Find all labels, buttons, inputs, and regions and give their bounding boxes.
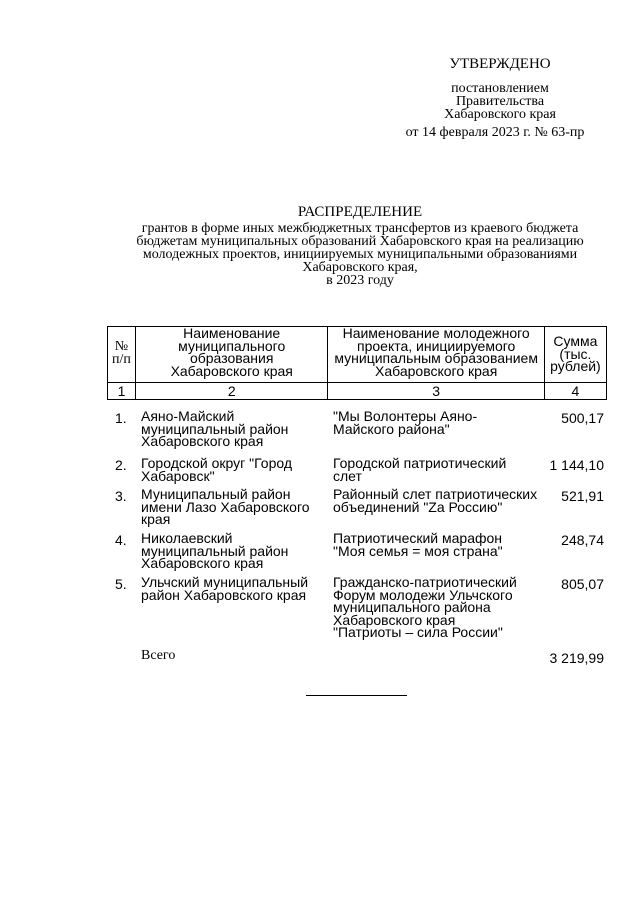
column-number-3: 3 [328, 383, 544, 400]
total-amount: 3 219,99 [549, 650, 604, 666]
subtitle-line: грантов в форме иных межбюджетных трансфертов из краевого бюджета [141, 221, 579, 236]
approval-line-2: Правительства [455, 94, 545, 109]
header-amount: Сумма (тыс. рублей) [544, 327, 606, 383]
closing-line [306, 695, 407, 696]
approval-line-3: Хабаровского края [444, 107, 556, 122]
column-number-1: 1 [108, 383, 136, 400]
header-municipality: Наименование муниципального образования Хабаровского края [135, 327, 328, 383]
subtitle-line: в 2023 году [326, 273, 394, 288]
total-label: Всего [141, 648, 176, 663]
document-title: РАСПРЕДЕЛЕНИЕ [297, 204, 423, 220]
approval-heading: УТВЕРЖДЕНО [449, 56, 551, 72]
approval-line-1: постановлением [451, 81, 549, 96]
document-subtitle [100, 222, 620, 287]
subtitle-line: бюджетам муниципальных образований Хабаровского края на реализацию [136, 234, 584, 249]
subtitle-line: Хабаровского края, [302, 260, 418, 275]
document-page: УТВЕРЖДЕНО постановлением Правительства Хабаровского края от 14 февраля 2023 г. № 63-пр РАСПРЕДЕЛЕНИЕ грантов в форме иных межбюджетных трансфертов из краевого бюджета бюджетам муниципальных образований Хабаровского края на реализацию молодежных проектов, инициируемых муниципальными образованиями Хабаровского края, в 2023 году № п/п Наименование муниципального образования Хабаровского края Наименование молодежного проекта, инициируемого муниципальным образованием Хабаровского края Сумма (тыс. рублей) 1 2 3 4 1. Аяно-Майский муниципальный район Хабаровского края "Мы Волонтеры Аяно- Майского района" 500,17 2. Городской округ "Город Хабаровск" Городской патриотический слет 1 144,10 3. Муниципальный район имени Лазо Хабаровского края Районный слет патриотических объединений "Zа Россию" 521,91 4. Николаевский муниципальный район Хабаровского края Патриотический марафон "Моя семья = моя страна" 248,74 5. Ульчский муниципальный район Хабаровского края Гражданско-патриотический Форум молодежи Ульчского муниципального района Хабаровского края "Патриоты – сила России" 805,07 Всего 3 219,99 [0, 0, 640, 905]
header-project: Наименование молодежного проекта, инициируемого муниципальным образованием Хабаровского края [328, 327, 544, 383]
subtitle-line: молодежных проектов, инициируемых муниципальными образованиями [142, 247, 578, 262]
approval-date: от 14 февраля 2023 г. № 63-пр [405, 125, 585, 140]
column-number-4: 4 [544, 383, 606, 400]
column-number-2: 2 [135, 383, 328, 400]
header-number: № п/п [108, 327, 136, 383]
distribution-table-header [107, 326, 607, 400]
